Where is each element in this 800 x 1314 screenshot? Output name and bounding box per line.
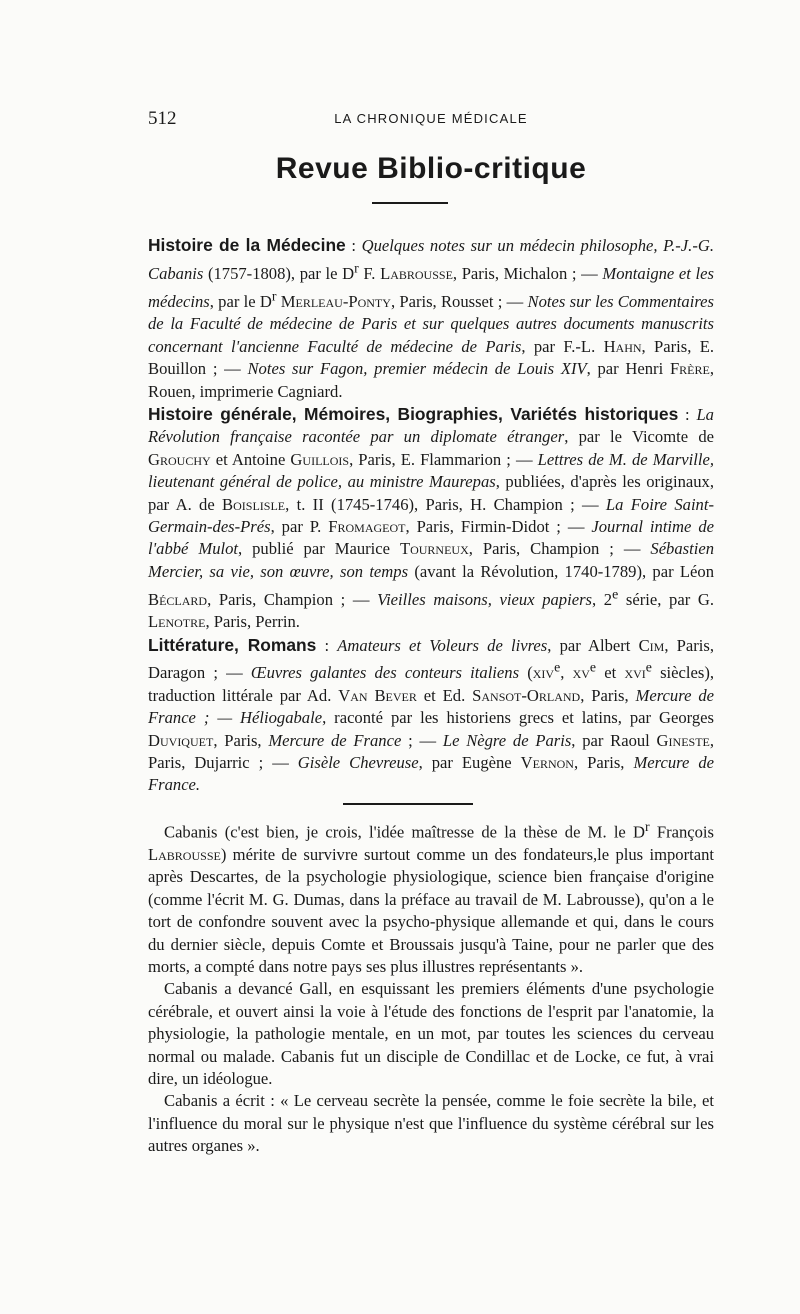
title-rule [372,202,448,204]
author-name: Cim [638,635,665,655]
bibliography [148,234,714,797]
text-run: , par P. [270,516,329,536]
author-name: Grouchy [148,449,211,469]
author-name: xv [572,663,590,683]
text-run: et [596,663,625,683]
author-name: Van Bever [338,685,417,705]
entry-body [148,636,714,795]
author-name: Labrousse [148,844,221,864]
italic-title: La Révolution française racontée par un diplomate étranger [148,404,714,447]
text-run: , Paris, Michalon ; — [452,263,603,283]
text-run: et Ed. [416,685,473,705]
text-run: et Antoine [210,449,291,469]
text-run: , Paris, E. Bouillon ; — [148,336,714,379]
text-run: ; — [401,730,443,750]
text-run: F. [358,263,381,283]
essay-paragraph [148,978,714,1090]
text-run: François [649,822,715,842]
italic-title: La Foire Saint-Germain-des-Prés [148,494,714,536]
text-run: , par Henri [586,359,670,379]
text-run: , publiées, d'après les originaux, par A. de [148,472,714,514]
entry-body [148,405,714,631]
author-name: Hahn [603,336,642,356]
text-run: , par le Vicomte de [564,427,714,447]
italic-title: Notes sur Fagon, premier médecin de Louis XIV [247,359,587,379]
text-run: : [316,635,338,655]
text-run: série, par G. [618,589,714,609]
italic-title: Œuvres galantes des conteurs italiens [250,663,520,683]
page-number: 512 [148,108,177,129]
superscript: r [354,260,359,276]
text-run: , Paris, Perrin. [205,612,300,632]
italic-title: Mercure de France. [148,753,715,795]
superscript: r [271,288,277,304]
text-run: ( [519,663,533,683]
author-name: Sansot-Orland [472,685,581,705]
text-run: Cabanis (c'est bien, je crois, l'idée maîtresse de la thèse de M. le D [164,822,646,842]
author-name: xiv [532,663,555,683]
category-heading: Histoire générale, Mémoires, Biographies, Variétés historiques [148,403,679,424]
text-run: , par Eugène [418,753,521,773]
author-name: Tourneux [399,539,469,559]
author-name: Fromageot [328,516,406,536]
author-name: Béclard [148,589,208,609]
italic-title: Gisèle Chevreuse [297,753,419,773]
author-name: Frère [669,359,710,379]
bibliography-entry [148,234,714,403]
superscript: e [612,586,619,602]
essay [148,816,714,1158]
text-run: (1757-1808), par le D [203,263,355,283]
superscript: e [554,659,561,675]
text-run: , Paris, E. Flammarion ; — [349,449,538,469]
author-name: Guillois [290,449,350,469]
author-name: Labrousse [380,263,453,283]
text-run: , raconté par les historiens grecs et latins, par Georges [322,708,714,728]
text-run: siècles), traduction littérale par Ad. [148,663,715,705]
category-heading: Histoire de la Médecine [148,235,346,255]
text-run: : [345,236,362,255]
author-name: Boislisle [222,494,286,514]
superscript: r [645,819,650,834]
text-run: ) mérite de survivre surtout comme un des fondateurs,le plus important après Descartes, de la psychologie physiologique, science bien française d'origine (comme l'écrit M. G. Dumas, dans la préface au travail de M. Labrousse), qu'on a le tort de confondre souvent avec la psycho-physique allemande et qui, dans le cours du dernier siècle, depuis Comte et Broussais jusqu'à Taine, pour ne parler que des morts, a compté dans notre pays ses plus illustres représentants ». [148,844,714,976]
section-title: Revue Biblio-critique [275,152,587,185]
text-run: , par le D [209,291,272,311]
text-run: , par F.-L. [521,336,604,356]
entry-body [148,236,714,401]
essay-paragraph [148,816,714,978]
italic-title: Mercure de France ; — Héliogabale [148,685,714,728]
text-run: , par Albert [547,635,639,655]
author-name: Vernon [520,753,574,773]
text-run: , Paris, Firmin-Didot ; — [405,516,592,536]
text-run: , Paris, Dujarric ; — [148,730,715,773]
text-run: : [678,404,697,424]
text-run: , Paris, [573,753,634,773]
superscript: e [645,659,652,675]
italic-title: Vieilles maisons, vieux papiers [377,589,592,609]
text-run: , Rouen, imprimerie Cagniard. [148,359,714,401]
text-run: Cabanis a écrit : « Le cerveau secrète la pensée, comme le foie secrète la bile, et l'influence du moral sur le physique n'est que l'influence du système cérébral sur les autres organes ». [148,1091,714,1156]
italic-title: Quelques notes sur un médecin philosophe, P.-J.-G. Cabanis [148,236,714,283]
category-heading: Littérature, Romans [148,634,317,655]
author-name: xvi [624,663,646,683]
italic-title: Lettres de M. de Marville, lieutenant général de police, au ministre Maurepas [148,449,715,492]
italic-title: Montaigne et les médecins [148,263,714,311]
essay-paragraph [148,1090,714,1157]
journal-title: LA CHRONIQUE MÉDICALE [334,111,528,126]
italic-title: Mercure de France [268,730,402,750]
italic-title: Sébastien Mercier, sa vie, son œuvre, son temps [148,539,714,581]
text-run: , Paris, Champion ; — [207,589,378,609]
text-run: , Paris, Daragon ; — [148,635,714,683]
section-divider [343,803,473,805]
running-head [148,108,714,138]
text-run: , Paris, [580,685,636,705]
text-run: , Paris, Rousset ; — [390,291,528,311]
text-run: , par Raoul [571,730,657,750]
bibliography-entry [148,403,714,634]
author-name: Lenotre [148,612,206,632]
text-run: Cabanis a devancé Gall, en esquissant les premiers éléments d'une psychologie cérébrale, et ouvert ainsi la voie à l'étude des fonctions de l'esprit par l'anatomie, la physiologie, la pathologie mentale, en un mot, par toutes les sciences du cerveau normal ou malade. Cabanis fut un disciple de Condillac et de Locke, ce fut, à vrai dire, un idéologue. [148,979,714,1088]
text-run: (avant la Révolution, 1740-1789), par Léon [408,561,714,581]
italic-title: Amateurs et Voleurs de livres [337,635,548,655]
italic-title: Le Nègre de Paris [442,730,572,750]
bibliography-entry [148,634,714,797]
text-run: , Paris, Champion ; — [468,539,651,559]
text-run: , t. II (1745-1746), Paris, H. Champion ; — [285,494,606,514]
text-run: , publié par Maurice [238,539,400,559]
superscript: e [589,659,597,675]
author-name: Duviquet [148,730,214,750]
author-name: Merleau-Ponty [280,291,391,311]
author-name: Gineste [656,730,710,750]
italic-title: Journal intime de l'abbé Mulot [148,516,714,559]
text-run: , 2 [592,589,613,609]
text-run: , [560,663,573,683]
text-run: , Paris, [213,730,269,750]
italic-title: Notes sur les Commentaires de la Faculté de médecine de Paris et sur quelques autres documents manuscrits concernant l'ancienne Faculté de médecine de Paris [148,291,714,356]
